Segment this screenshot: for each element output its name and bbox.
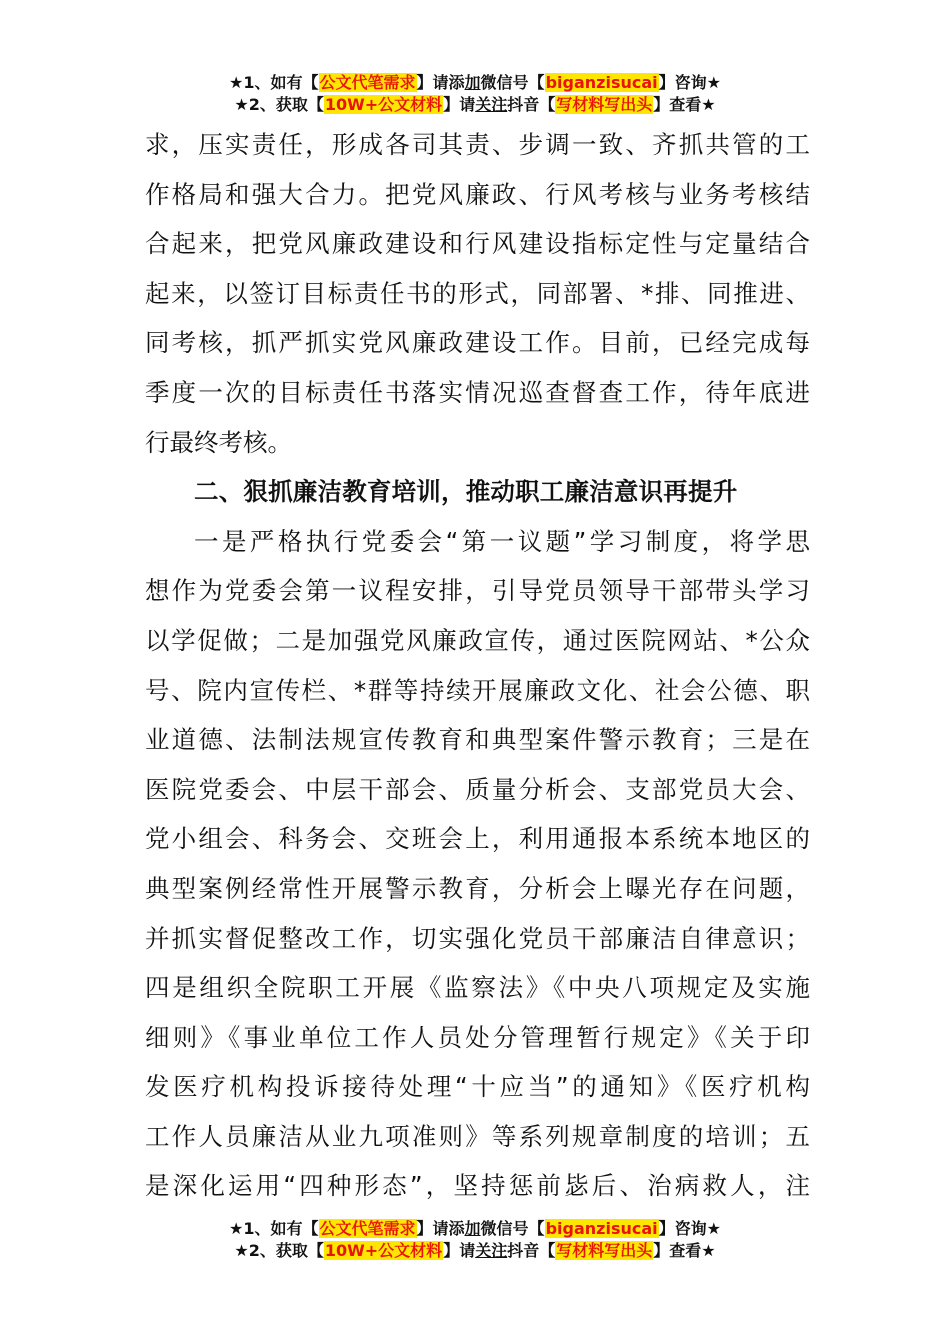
banner-highlight: 写材料写出头 bbox=[556, 1241, 653, 1260]
banner-text: 】请添 bbox=[416, 73, 465, 92]
text-line: 合起来，把党风廉政建设和行风建设指标定性与定量结合 bbox=[145, 229, 810, 259]
text-line: 医院党委会、中层干部会、质量分析会、支部党员大会、 bbox=[145, 774, 810, 804]
text-line: 起来，以签订目标责任书的形式，同部署、*排、同推进、 bbox=[145, 278, 810, 308]
banner-line-1 bbox=[0, 72, 950, 94]
banner-text: 】请 bbox=[443, 1241, 476, 1260]
banner-highlight: 10W+公文材料 bbox=[324, 95, 443, 114]
banner-highlight: biganzisucai bbox=[545, 73, 658, 92]
text-line: 是深化运用“四种形态”，坚持惩前毖后、治病救人，注 bbox=[145, 1171, 810, 1201]
banner-highlight: 公文代笔需求 bbox=[319, 73, 416, 92]
banner-text: 抖音【 bbox=[507, 1241, 556, 1260]
banner-line-2 bbox=[0, 1240, 950, 1262]
banner-highlight: 写材料写出头 bbox=[556, 95, 653, 114]
text-line: 以学促做；二是加强党风廉政宣传，通过医院网站、*公众 bbox=[145, 625, 810, 655]
text-line: 同考核，抓严抓实党风廉政建设工作。目前，已经完成每 bbox=[145, 328, 810, 358]
banner-text: 微信号【 bbox=[480, 73, 545, 92]
banner-highlight: 公文代笔需求 bbox=[319, 1219, 416, 1238]
text-line: 想作为党委会第一议程安排，引导党员领导干部带头学习 bbox=[145, 576, 810, 606]
banner-text: ★2、获取【 bbox=[234, 1241, 324, 1260]
banner-text: 】咨询★ bbox=[658, 73, 721, 92]
text-line: 并抓实督促整改工作，切实强化党员干部廉洁自律意识； bbox=[145, 923, 810, 953]
banner-text: 】查看★ bbox=[653, 1241, 716, 1260]
paragraph-1 bbox=[145, 120, 810, 467]
text-line: 行最终考核。 bbox=[145, 427, 292, 457]
banner-underline: 关注 bbox=[475, 95, 508, 114]
text-line: 作格局和强大合力。把党风廉政、行风考核与业务考核结 bbox=[145, 179, 810, 209]
text-line: 四是组织全院职工开展《监察法》《中央八项规定及实施 bbox=[145, 973, 810, 1003]
banner-text: ★1、如有【 bbox=[229, 1219, 319, 1238]
text-line: 工作人员廉洁从业九项准则》等系列规章制度的培训；五 bbox=[145, 1121, 810, 1151]
text-line: 党小组会、科务会、交班会上，利用通报本系统本地区的 bbox=[145, 824, 810, 854]
text-line: 季度一次的目标责任书落实情况巡查督查工作，待年底进 bbox=[145, 377, 810, 407]
document-body bbox=[145, 120, 810, 1211]
banner-highlight: 10W+公文材料 bbox=[324, 1241, 443, 1260]
text-line: 典型案例经常性开展警示教育，分析会上曝光存在问题， bbox=[145, 873, 810, 903]
banner-underline: 加 bbox=[464, 1219, 481, 1238]
text-line: 号、院内宣传栏、*群等持续开展廉政文化、社会公德、职 bbox=[145, 675, 810, 705]
banner-underline: 关注 bbox=[475, 1241, 508, 1260]
banner-underline: 加 bbox=[464, 73, 481, 92]
banner-line-2 bbox=[0, 94, 950, 116]
text-line: 细则》《事业单位工作人员处分管理暂行规定》《关于印 bbox=[145, 1022, 810, 1052]
text-line: 业道德、法制法规宣传教育和典型案件警示教育；三是在 bbox=[145, 725, 810, 755]
section-heading: 二、狠抓廉洁教育培训，推动职工廉洁意识再提升 bbox=[194, 477, 738, 507]
banner-text: 抖音【 bbox=[507, 95, 556, 114]
text-line: 一是严格执行党委会“第一议题”学习制度，将学思 bbox=[194, 526, 810, 556]
banner-text: 】咨询★ bbox=[658, 1219, 721, 1238]
footer-banner bbox=[0, 1218, 950, 1262]
paragraph-2 bbox=[145, 517, 810, 1211]
text-line: 发医疗机构投诉接待处理“十应当”的通知》《医疗机构 bbox=[145, 1072, 810, 1102]
banner-text: 微信号【 bbox=[480, 1219, 545, 1238]
banner-text: ★2、获取【 bbox=[234, 95, 324, 114]
header-banner bbox=[0, 72, 950, 116]
banner-text: 】请 bbox=[443, 95, 476, 114]
banner-text: 】请添 bbox=[416, 1219, 465, 1238]
banner-highlight: biganzisucai bbox=[545, 1219, 658, 1238]
text-line: 求，压实责任，形成各司其责、步调一致、齐抓共管的工 bbox=[145, 130, 810, 159]
banner-text: 】查看★ bbox=[653, 95, 716, 114]
banner-line-1 bbox=[0, 1218, 950, 1240]
banner-text: ★1、如有【 bbox=[229, 73, 319, 92]
